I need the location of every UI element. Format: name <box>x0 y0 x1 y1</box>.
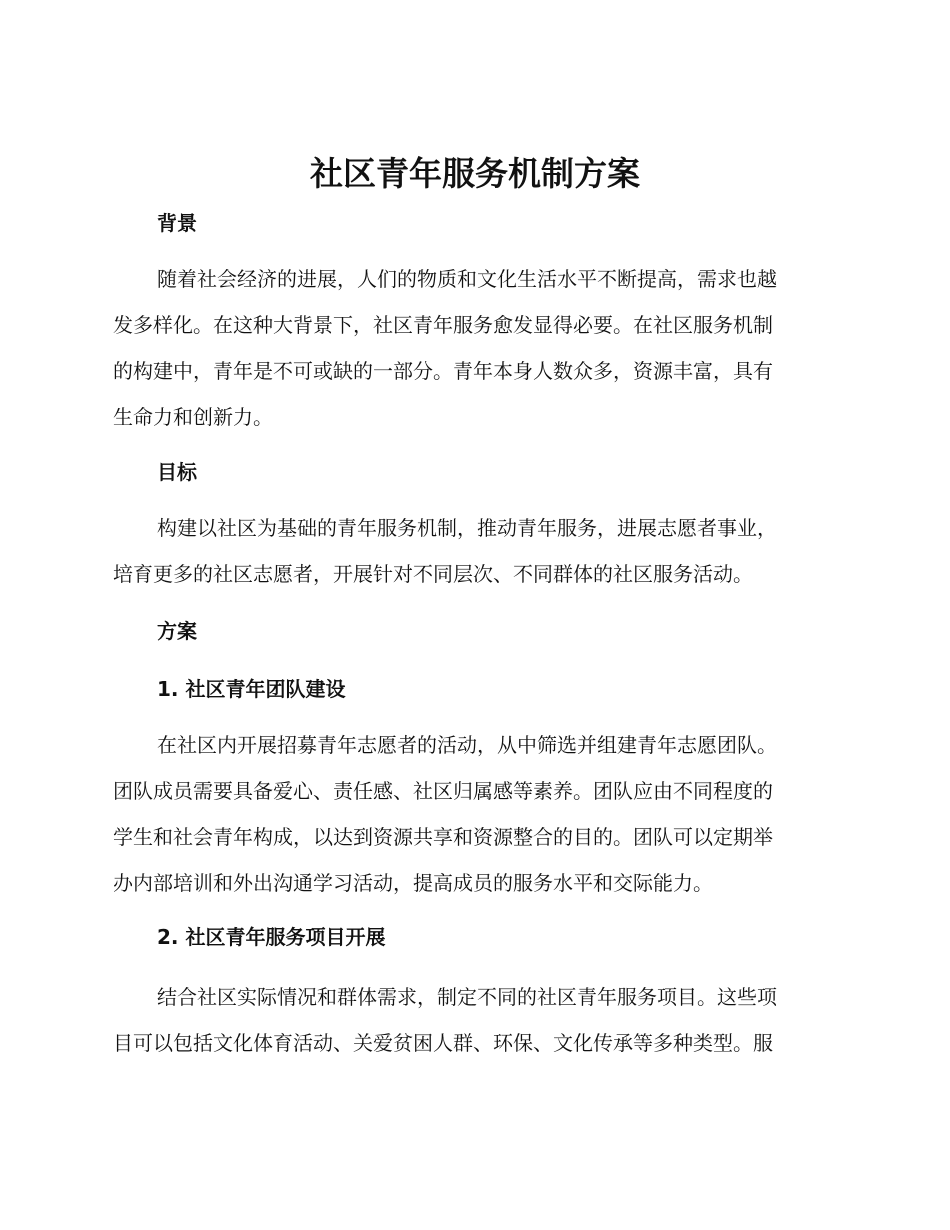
paragraph-team-building <box>113 722 831 906</box>
paragraph-service-projects <box>113 974 831 1066</box>
paragraph-line: 目可以包括文化体育活动、关爱贫困人群、环保、文化传承等多种类型。服 <box>113 1031 773 1055</box>
document-title: 社区青年服务机制方案 <box>310 154 640 193</box>
paragraph-line: 生命力和创新力。 <box>113 405 273 429</box>
paragraph-line: 的构建中，青年是不可或缺的一部分。青年本身人数众多，资源丰富，具有 <box>113 359 773 383</box>
section-heading-plan: 方案 <box>157 619 197 643</box>
section-heading-team-building: 1. 社区青年团队建设 <box>157 677 346 701</box>
paragraph-line: 学生和社会青年构成，以达到资源共享和资源整合的目的。团队可以定期举 <box>113 825 773 849</box>
paragraph-line: 办内部培训和外出沟通学习活动，提高成员的服务水平和交际能力。 <box>113 871 713 895</box>
section-heading-goal: 目标 <box>157 460 197 484</box>
paragraph-line: 构建以社区为基础的青年服务机制，推动青年服务，进展志愿者事业， <box>157 516 777 540</box>
paragraph-background <box>113 256 831 440</box>
paragraph-line: 随着社会经济的进展，人们的物质和文化生活水平不断提高，需求也越 <box>157 267 777 291</box>
section-heading-service-projects: 2. 社区青年服务项目开展 <box>157 925 386 949</box>
paragraph-line: 培育更多的社区志愿者，开展针对不同层次、不同群体的社区服务活动。 <box>113 562 753 586</box>
paragraph-line: 在社区内开展招募青年志愿者的活动，从中筛选并组建青年志愿团队。 <box>157 733 777 757</box>
paragraph-goal <box>113 505 831 597</box>
section-heading-background: 背景 <box>157 211 197 235</box>
paragraph-line: 团队成员需要具备爱心、责任感、社区归属感等素养。团队应由不同程度的 <box>113 779 773 803</box>
paragraph-line: 结合社区实际情况和群体需求，制定不同的社区青年服务项目。这些项 <box>157 985 777 1009</box>
paragraph-line: 发多样化。在这种大背景下，社区青年服务愈发显得必要。在社区服务机制 <box>113 313 773 337</box>
